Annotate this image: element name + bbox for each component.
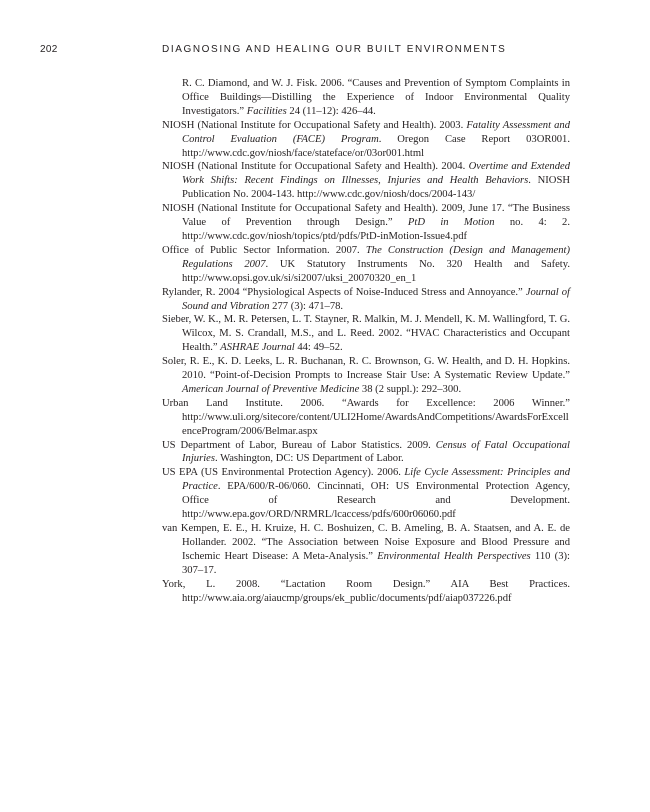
reference-text: US EPA (US Environmental Protection Agency). 2006.	[162, 467, 405, 479]
reference-text: 277 (3): 471–78.	[269, 300, 344, 312]
reference-title-italic: Journal of Sound and Vibration	[182, 286, 570, 312]
reference-title-italic: American Journal of Preventive Medicine	[182, 383, 360, 395]
reference-entry	[162, 397, 570, 439]
reference-title-italic: Census of Fatal Occupational Injuries	[182, 439, 570, 465]
reference-text: . EPA/600/R-06/060. Cincinnati, OH: US Environmental Protection Agency, Office of Research and Development. http://www.epa.gov/ORD/NRMRL/lcaccess/pdfs/600r06060.pdf	[182, 481, 570, 521]
reference-entry	[162, 578, 570, 606]
reference-text: Urban Land Institute. 2006. “Awards for Excellence: 2006 Winner.” http://www.uli.org/sitecore/content/ULI2Home/AwardsAndCompetitions/AwardsForExcellenceProgram/2006/Belmar.aspx	[162, 397, 570, 437]
reference-text: 110 (3): 307–17.	[182, 550, 570, 576]
reference-entry	[162, 522, 570, 578]
reference-list	[162, 77, 570, 605]
reference-text: . UK Statutory Instruments No. 320 Health and Safety. http://www.opsi.gov.uk/si/si2007/uksi_20070320_en_1	[182, 258, 571, 284]
reference-title-italic: Environmental Health Perspectives	[377, 550, 531, 562]
reference-entry	[162, 313, 570, 355]
reference-text: NIOSH (National Institute for Occupational Safety and Health). 2004.	[162, 161, 469, 173]
reference-title-italic: Life Cycle Assessment: Principles and Practice	[182, 467, 571, 493]
reference-text: NIOSH (National Institute for Occupational Safety and Health). 2009, June 17. “The Business Value of Prevention through Design.”	[162, 203, 570, 229]
reference-entry	[162, 244, 570, 286]
reference-text: no. 4: 2. http://www.cdc.gov/niosh/topics/ptd/pdfs/PtD-inMotion-Issue4.pdf	[182, 217, 570, 242]
reference-text: Office of Public Sector Information. 2007.	[162, 244, 366, 256]
reference-entry	[162, 160, 570, 202]
reference-text: US Department of Labor, Bureau of Labor Statistics. 2009.	[162, 439, 436, 451]
reference-title-italic: Overtime and Extended Work Shifts: Recent Findings on Illnesses, Injuries and Health Behaviors	[182, 161, 571, 187]
reference-text: R. C. Diamond, and W. J. Fisk. 2006. “Causes and Prevention of Symptom Complaints in Office Buildings—Distilling the Experience of Indoor Environmental Quality Investigators.”	[182, 78, 570, 117]
reference-title-italic: PtD in Motion	[407, 217, 495, 229]
reference-title-italic: ASHRAE Journal	[220, 342, 295, 354]
reference-text: NIOSH (National Institute for Occupational Safety and Health). 2003.	[162, 119, 467, 131]
reference-text: . Washington, DC: US Department of Labor.	[214, 453, 404, 465]
page-number: 202	[40, 44, 58, 55]
reference-text: van Kempen, E. E., H. Kruize, H. C. Boshuizen, C. B. Ameling, B. A. Staatsen, and A. E. de Hollander. 2002. “The Association between Noise Exposure and Blood Pressure and Ischemic Heart Disease: A Meta-Analysis.”	[162, 523, 570, 562]
running-title: DIAGNOSING AND HEALING OUR BUILT ENVIRONMENTS	[162, 44, 507, 55]
reference-entry	[162, 355, 570, 397]
reference-entry	[162, 119, 570, 161]
reference-text: 44: 49–52.	[294, 342, 343, 354]
reference-title-italic: Facilities	[246, 105, 287, 117]
reference-title-italic: Fatality Assessment and Control Evaluation (FACE) Program	[182, 119, 570, 145]
reference-title-italic: The Construction (Design and Management) Regulations 2007	[182, 244, 570, 270]
reference-text: Sieber, W. K., M. R. Petersen, L. T. Stayner, R. Malkin, M. J. Mendell, K. M. Wallingford, T. G. Wilcox, M. S. Crandall, M.S., and L. Reed. 2002. “HVAC Characteristics and Occupant Health.”	[162, 314, 570, 354]
reference-entry	[162, 286, 570, 314]
reference-text: . Oregon Case Report 03OR001. http://www.cdc.gov/niosh/face/stateface/or/03or001.html	[182, 133, 570, 159]
reference-text: York, L. 2008. “Lactation Room Design.” AIA Best Practices. http://www.aia.org/aiaucmp/groups/ek_public/documents/pdf/aiap037226.pdf	[162, 578, 570, 604]
reference-entry	[162, 202, 570, 244]
reference-text: Rylander, R. 2004 “Physiological Aspects of Noise-Induced Stress and Annoyance.”	[162, 286, 526, 298]
reference-entry	[162, 439, 570, 467]
reference-entry	[162, 466, 570, 522]
reference-text: 38 (2 suppl.): 292–300.	[359, 383, 462, 395]
reference-text: Soler, R. E., K. D. Leeks, L. R. Buchanan, R. C. Brownson, G. W. Health, and D. H. Hopkins. 2010. “Point-of-Decision Prompts to Increase Stair Use: A Systematic Review Update.”	[162, 356, 570, 382]
reference-text: . NIOSH Publication No. 2004-143. http://www.cdc.gov/niosh/docs/2004-143/	[182, 175, 570, 201]
reference-text: 24 (11–12): 426–44.	[286, 105, 376, 117]
reference-entry	[162, 77, 570, 119]
